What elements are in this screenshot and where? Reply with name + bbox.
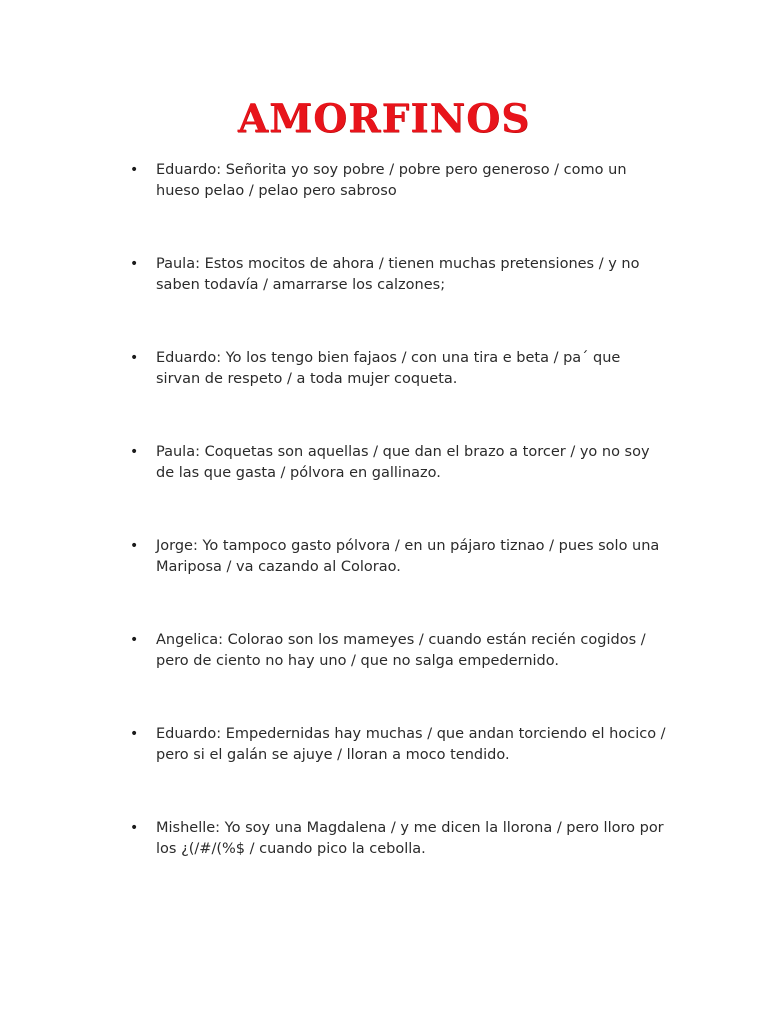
verse-text: Mishelle: Yo soy una Magdalena / y me dicen la llorona / pero lloro por los ¿(/#/(%$ / cuando pico la cebolla. — [156, 820, 664, 857]
verse-text: Angelica: Colorao son los mameyes / cuando están recién cogidos / pero de ciento no hay uno / que no salga empedernido. — [156, 632, 646, 669]
document-title: AMORFINOS — [237, 96, 531, 142]
bullet-icon: • — [130, 538, 139, 554]
verse-text: Eduardo: Empedernidas hay muchas / que andan torciendo el hocico / pero si el galán se ajuye / lloran a moco tendido. — [156, 726, 666, 763]
list-item — [128, 348, 668, 389]
bullet-icon: • — [130, 444, 139, 460]
list-item — [128, 160, 668, 201]
bullet-icon: • — [130, 632, 139, 648]
list-item — [128, 254, 668, 295]
verse-text: Paula: Coquetas son aquellas / que dan el brazo a torcer / yo no soy de las que gasta / pólvora en gallinazo. — [156, 444, 650, 481]
verse-text: Paula: Estos mocitos de ahora / tienen muchas pretensiones / y no saben todavía / amarrarse los calzones; — [156, 256, 640, 293]
verse-text: Eduardo: Señorita yo soy pobre / pobre pero generoso / como un hueso pelao / pelao pero sabroso — [156, 162, 627, 199]
bullet-icon: • — [130, 162, 139, 178]
list-item — [128, 818, 668, 859]
verse-text: Eduardo: Yo los tengo bien fajaos / con una tira e beta / pa´ que sirvan de respeto / a toda mujer coqueta. — [156, 350, 621, 387]
list-item — [128, 536, 668, 577]
verse-list — [128, 160, 668, 912]
bullet-icon: • — [130, 350, 139, 366]
list-item — [128, 630, 668, 671]
list-item — [128, 724, 668, 765]
list-item — [128, 442, 668, 483]
verse-text: Jorge: Yo tampoco gasto pólvora / en un pájaro tiznao / pues solo una Mariposa / va cazando al Colorao. — [156, 538, 660, 575]
bullet-icon: • — [130, 726, 139, 742]
bullet-icon: • — [130, 820, 139, 836]
bullet-icon: • — [130, 256, 139, 272]
